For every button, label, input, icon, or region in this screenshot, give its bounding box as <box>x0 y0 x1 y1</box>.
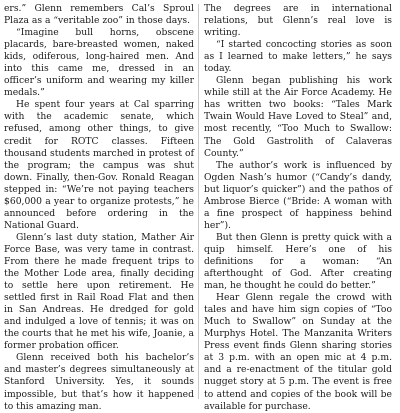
article-paragraph: The degrees are in international relations, but Glenn’s real love is writing. <box>204 3 392 39</box>
article-paragraph: Glenn’s last duty station, Mather Air Force Base, was very tame in contrast. From there he made frequent trips to the Mother Lode area, finally deciding to settle here upon retirement. He settled first in Rail Road Flat and then in San Andreas. He dredged for gold and indulged a love of tennis; it was on the courts that he met his wife, Joanie, a former probation officer. <box>4 231 194 352</box>
article-column-right <box>204 3 392 413</box>
article-paragraph: Glenn began publishing his work while still at the Air Force Academy. He has written two books: “Tales Mark Twain Would Have Loved to Steal” and, most recently, “Too Much to Swallow: The Gold Gastrolith of Calaveras County.” <box>204 75 392 159</box>
article-paragraph: “I started concocting stories as soon as I learned to make letters,” he says today. <box>204 39 392 75</box>
article-column-left <box>4 3 194 413</box>
article-paragraph: The author’s work is influenced by Ogden Nash’s humor (“Candy’s dandy, but liquor’s quicker”) and the pathos of Ambrose Bierce (“Bride: A woman with a fine prospect of happiness behind her”). <box>204 159 392 231</box>
article-paragraph: Hear Glenn regale the crowd with tales and have him sign copies of “Too Much to Swallow” on Sunday at the Murphys Hotel. The Manzanita Writers Press event finds Glenn sharing stories at 3 p.m. with an open mic at 4 p.m. and a re-enactment of the titular gold nugget story at 5 p.m. The event is free to attend and copies of the book will be available for purchase. <box>204 292 392 412</box>
article-paragraph: “Imagine bull horns, obscene placards, bare-breasted women, naked kids, odiferous, long-haired men. And into this came me, dressed in an officer’s uniform and wearing my killer medals.” <box>4 27 194 99</box>
article-paragraph: But then Glenn is pretty quick with a quip himself. Here’s one of his definitions for a woman: “An afterthought of God. After creating man, he thought he could do better.” <box>204 231 392 292</box>
article-paragraph: Glenn received both his bachelor’s and master’s degrees simultaneously at Stanford University. Yes, it sounds impossible, but that’s how it happened to this amazing man. <box>4 352 194 412</box>
column-divider <box>198 4 199 399</box>
article-paragraph: ers.” Glenn remembers Cal’s Sproul Plaza as a “veritable zoo” in those days. <box>4 3 194 27</box>
article-paragraph: He spent four years at Cal sparring with the academic senate, which refused, among other things, to give credit for ROTC classes. Fifteen thousand students marched in protest of the program; the campus was shut down. Finally, then-Gov. Ronald Reagan stepped in: “We’re not paying teachers $60,000 a year to organize protests,” he announced before ordering in the National Guard. <box>4 99 194 231</box>
